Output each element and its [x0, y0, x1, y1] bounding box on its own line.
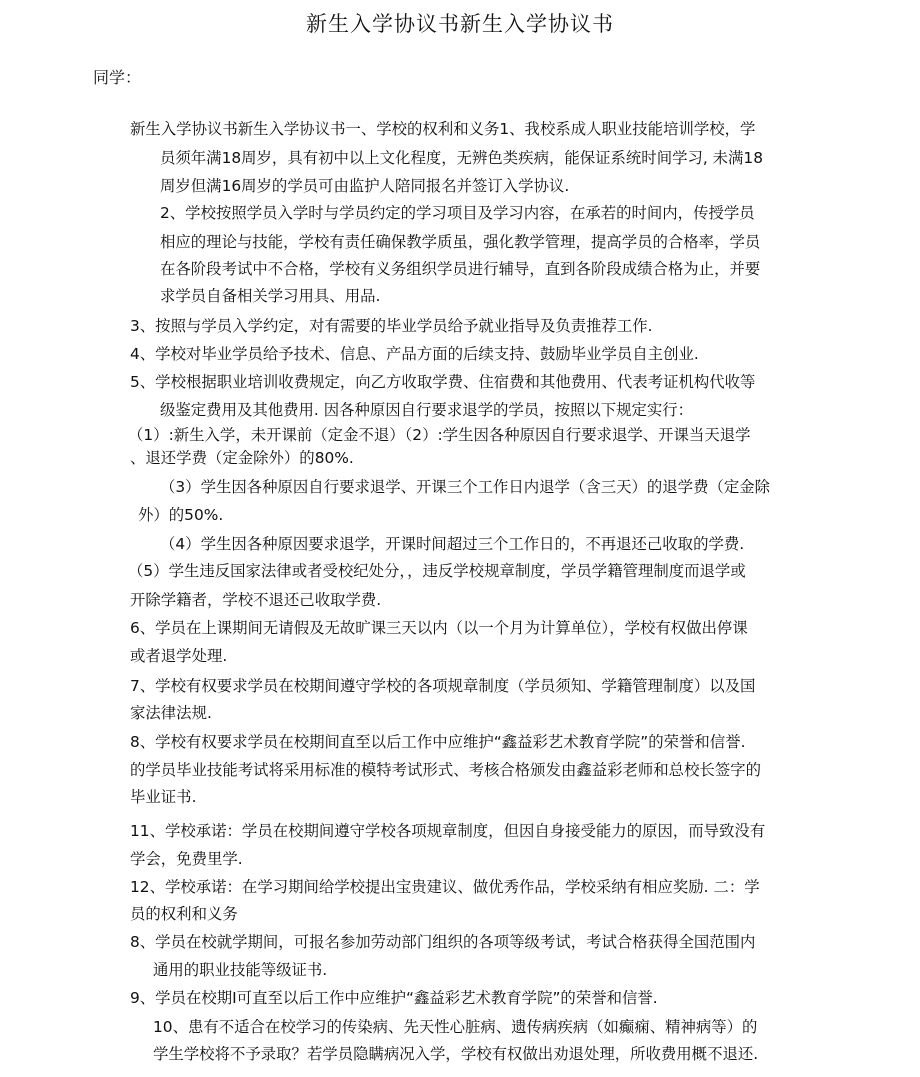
paragraph-line: 3、按照与学员入学约定，对有需要的毕业学员给予就业指导及负责推荐工作. — [130, 317, 653, 335]
paragraph-line: 周岁但满16周岁的学员可由监护人陪同报名并签订入学协议. — [160, 177, 570, 195]
paragraph-line: 、退还学费（定金除外）的80%. — [130, 449, 354, 467]
paragraph-line: （4）学生因各种原因要求退学，开课时间超过三个工作日的，不再退还己收取的学费. — [160, 535, 745, 553]
paragraph-line: 员的权利和义务 — [130, 905, 238, 923]
paragraph-line: （3）学生因各种原因自行要求退学、开课三个工作日内退学（含三天）的退学费（定金除 — [160, 478, 771, 496]
paragraph-line: （1）:新生入学，未开课前（定金不退）（2）:学生因各种原因自行要求退学、开课当天退学 — [128, 426, 751, 444]
paragraph-line: 学会，免费里学. — [130, 850, 243, 868]
paragraph-line: 10、患有不适合在校学习的传染病、先天性心脏病、遗传病疾病（如癫痫、精神病等）的 — [153, 1018, 758, 1036]
paragraph-line: 员须年满18周岁，具有初中以上文化程度，无辨色类疾病，能保证系统时间学习, 未满18 — [160, 149, 764, 167]
paragraph-line: 或者退学处理. — [130, 647, 228, 665]
paragraph-line: 新生入学协议书新生入学协议书一、学校的权利和义务1、我校系成人职业技能培训学校，学 — [130, 120, 756, 138]
paragraph-line: 6、学员在上课期间无请假及无故旷课三天以内（以一个月为计算单位），学校有权做出停课 — [130, 619, 748, 637]
paragraph-line: 2、学校按照学员入学时与学员约定的学习项目及学习内容，在承若的时间内，传授学员 — [160, 204, 755, 222]
paragraph-line: 5、学校根据职业培训收费规定，向乙方收取学费、住宿费和其他费用、代表考证机构代收等 — [130, 373, 756, 391]
paragraph-line: 12、学校承诺：在学习期间给学校提出宝贵建议、做优秀作品，学校采纳有相应奖励. 二：学 — [130, 878, 760, 896]
document-title: 新生入学协议书新生入学协议书 — [306, 12, 614, 36]
paragraph-line: 9、学员在校期I可直至以后工作中应维护“鑫益彩艺术教育学院”的荣誉和信誉. — [130, 989, 658, 1007]
paragraph-line: 级鉴定费用及其他费用. 因各种原因自行要求退学的学员，按照以下规定实行： — [160, 401, 694, 419]
paragraph-line: 求学员自备相关学习用具、用品. — [160, 287, 381, 305]
paragraph-line: 开除学籍者，学校不退还己收取学费. — [130, 591, 382, 609]
paragraph-line: 通用的职业技能等级证书. — [153, 961, 328, 979]
paragraph-line: 8、学员在校就学期间，可报名参加劳动部门组织的各项等级考试，考试合格获得全国范围内 — [130, 933, 756, 951]
paragraph-line: 的学员毕业技能考试将采用标准的模特考试形式、考核合格颁发由鑫益彩老师和总校长签字的 — [130, 761, 762, 779]
paragraph-line: 学生学校将不予录取？若学员隐瞒病况入学，学校有权做出劝退处理，所收费用概不退还. — [153, 1045, 759, 1063]
paragraph-line: 4、学校对毕业学员给予技术、信息、产品方面的后续支持、鼓励毕业学员自主创业. — [130, 345, 699, 363]
paragraph-line: 相应的理论与技能，学校有责任确保教学质虽，强化教学管理，提高学员的合格率，学员 — [160, 233, 761, 251]
paragraph-line: 在各阶段考试中不合格，学校有义务组织学员进行辅导，直到各阶段成绩合格为止，并要 — [160, 260, 761, 278]
paragraph-line: 家法律法规. — [130, 704, 212, 722]
paragraph-line: 外）的50%. — [138, 506, 224, 524]
paragraph-line: 7、学校有权要求学员在校期间遵守学校的各项规章制度（学员须知、学籍管理制度）以及国 — [130, 677, 756, 695]
paragraph-line: 毕业证书. — [130, 788, 197, 806]
paragraph-line: 8、学校有权要求学员在校期间直至以后工作中应维护“鑫益彩艺术教育学院”的荣誉和信誉. — [130, 733, 746, 751]
salutation: 同学： — [93, 68, 142, 87]
paragraph-line: 11、学校承诺：学员在校期间遵守学校各项规章制度，但因自身接受能力的原因，而导致没有 — [130, 822, 766, 840]
paragraph-line: （5）学生违反国家法律或者受校纪处分，，违反学校规章制度，学员学籍管理制度而退学或 — [128, 562, 746, 580]
